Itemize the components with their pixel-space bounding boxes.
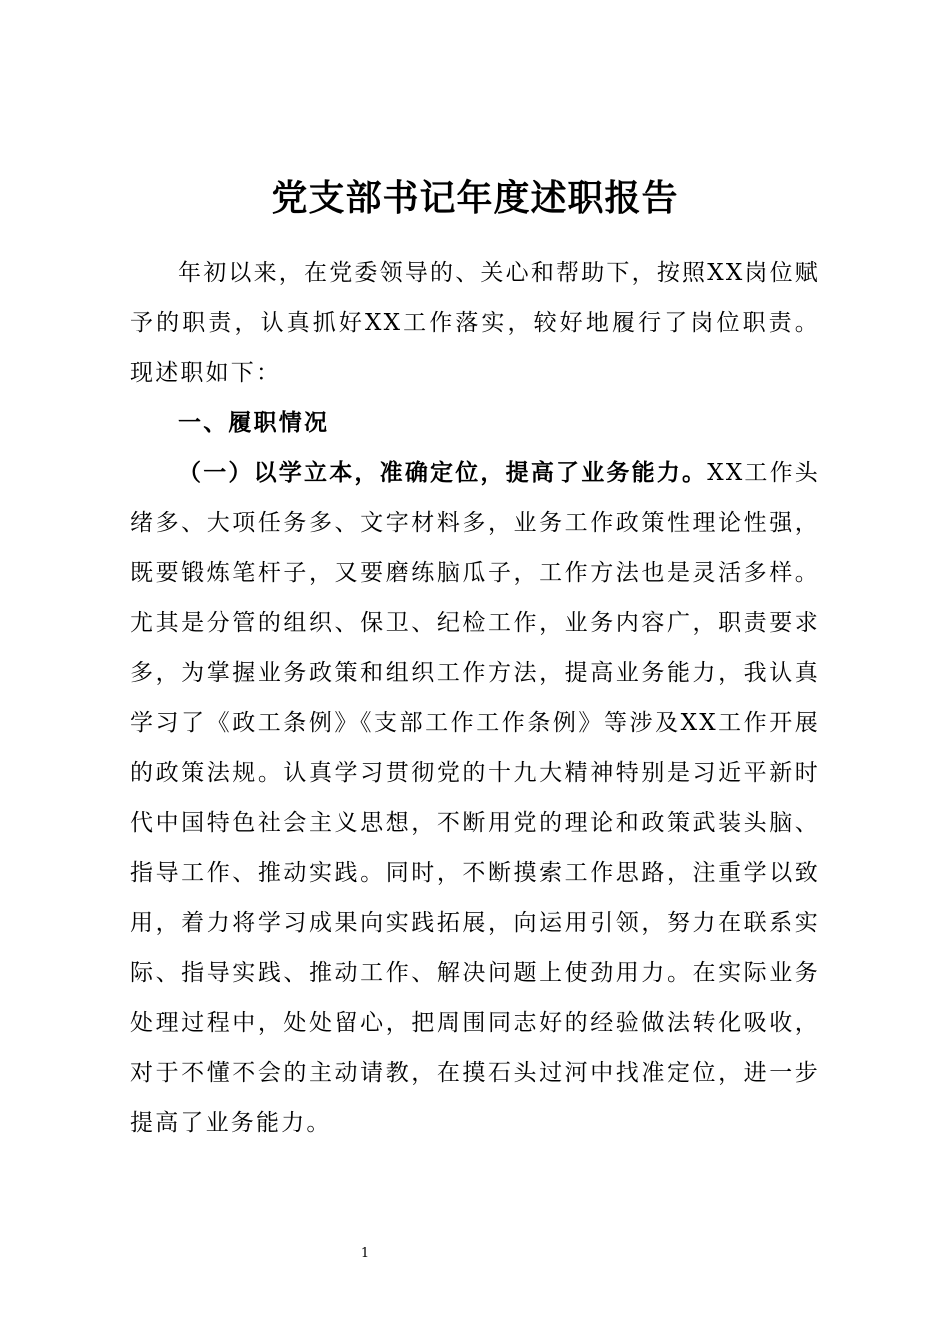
page-number: 1 — [360, 1246, 370, 1261]
subsection-paragraph — [130, 448, 820, 1148]
document-body — [130, 248, 820, 1148]
subsection-body: XX工作头绪多、大项任务多、文字材料多，业务工作政策性理论性强，既要锻炼笔杆子，又要磨练脑瓜子，工作方法也是灵活多样。尤其是分管的组织、保卫、纪检工作，业务内容广，职责要求多，为掌握业务政策和组织工作方法，提高业务能力，我认真学习了《政工条例》《支部工作工作条例》等涉及XX工作开展的政策法规。认真学习贯彻党的十九大精神特别是习近平新时代中国特色社会主义思想，不断用党的理论和政策武装头脑、指导工作、推动实践。同时，不断摸索工作思路，注重学以致用，着力将学习成果向实践拓展，向运用引领，努力在联系实际、指导实践、推动工作、解决问题上使劲用力。在实际业务处理过程中，处处留心，把周围同志好的经验做法转化吸收，对于不懂不会的主动请教，在摸石头过河中找准定位，进一步提高了业务能力。 — [130, 460, 821, 1136]
subsection-lead: （一）以学立本，准确定位，提高了业务能力。 — [178, 459, 708, 486]
document-title: 党支部书记年度述职报告 — [271, 177, 679, 220]
section-heading: 一、履职情况 — [178, 409, 330, 436]
intro-paragraph: 年初以来，在党委领导的、关心和帮助下，按照XX岗位赋予的职责，认真抓好XX工作落实，较好地履行了岗位职责。现述职如下： — [130, 260, 820, 386]
